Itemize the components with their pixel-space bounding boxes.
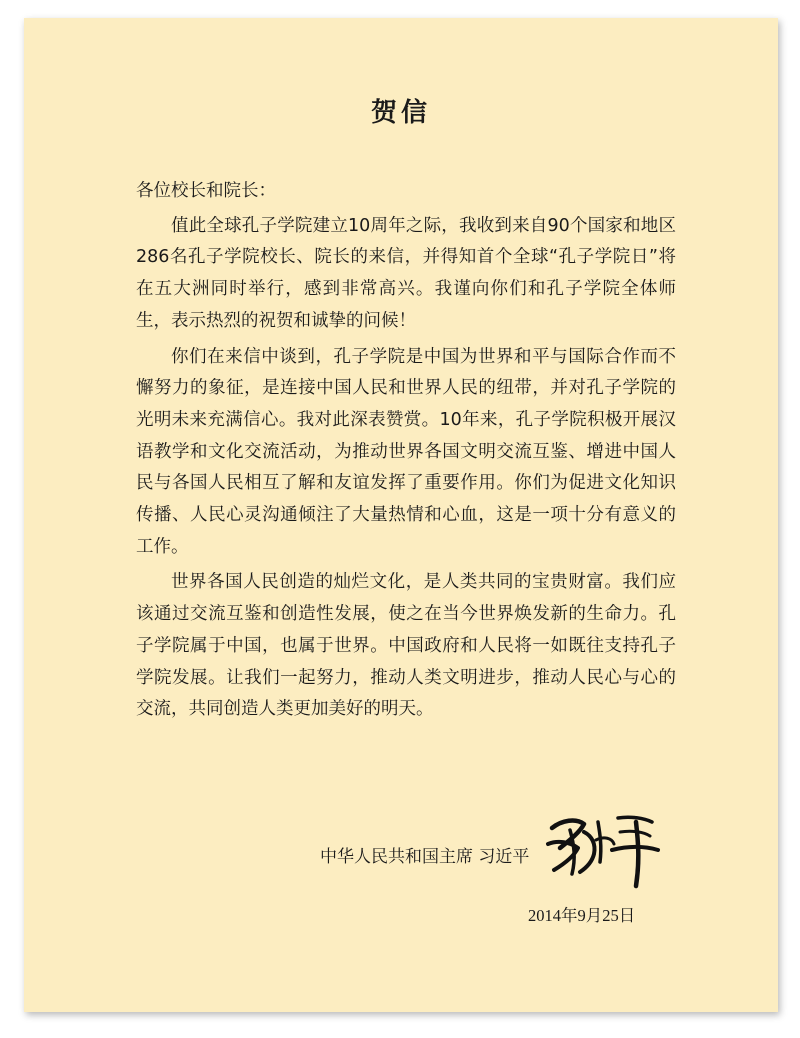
salutation: 各位校长和院长： bbox=[136, 181, 276, 201]
paragraph-2: 你们在来信中谈到，孔子学院是中国为世界和平与国际合作而不懈努力的象征，是连接中国人民和世界人民的纽带，并对孔子学院的光明未来充满信心。我对此深表赞赏。10年来，孔子学院积极开展汉语教学和文化交流活动，为推动世界各国文明交流互鉴、增进中国人民与各国人民相互了解和友谊发挥了重要作用。你们为促进文化知识传播、人民心灵沟通倾注了大量热情和心血，这是一项十分有意义的工作。 bbox=[136, 346, 676, 557]
handwritten-signature bbox=[540, 810, 670, 892]
letter-title: 贺信 bbox=[370, 98, 431, 128]
letter-body bbox=[136, 176, 676, 730]
paragraph-3: 世界各国人民创造的灿烂文化，是人类共同的宝贵财富。我们应该通过交流互鉴和创造性发展，使之在当今世界焕发新的生命力。孔子学院属于中国，也属于世界。中国政府和人民将一如既往支持孔子学院发展。让我们一起努力，推动人类文明进步，推动人民心与心的交流，共同创造人类更加美好的明天。 bbox=[136, 572, 676, 720]
letter-page bbox=[24, 18, 778, 1012]
letter-date: 2014年9月25日 bbox=[528, 906, 636, 925]
paragraph-1: 值此全球孔子学院建立10周年之际，我收到来自90个国家和地区286名孔子学院校长、院长的来信，并得知首个全球“孔子学院日”将在五大洲同时举行，感到非常高兴。我谨向你们和孔子学院全体师生，表示热烈的祝贺和诚挚的问候！ bbox=[136, 215, 676, 331]
signer-title: 中华人民共和国主席 习近平 bbox=[320, 847, 530, 867]
signature-block bbox=[320, 818, 700, 888]
